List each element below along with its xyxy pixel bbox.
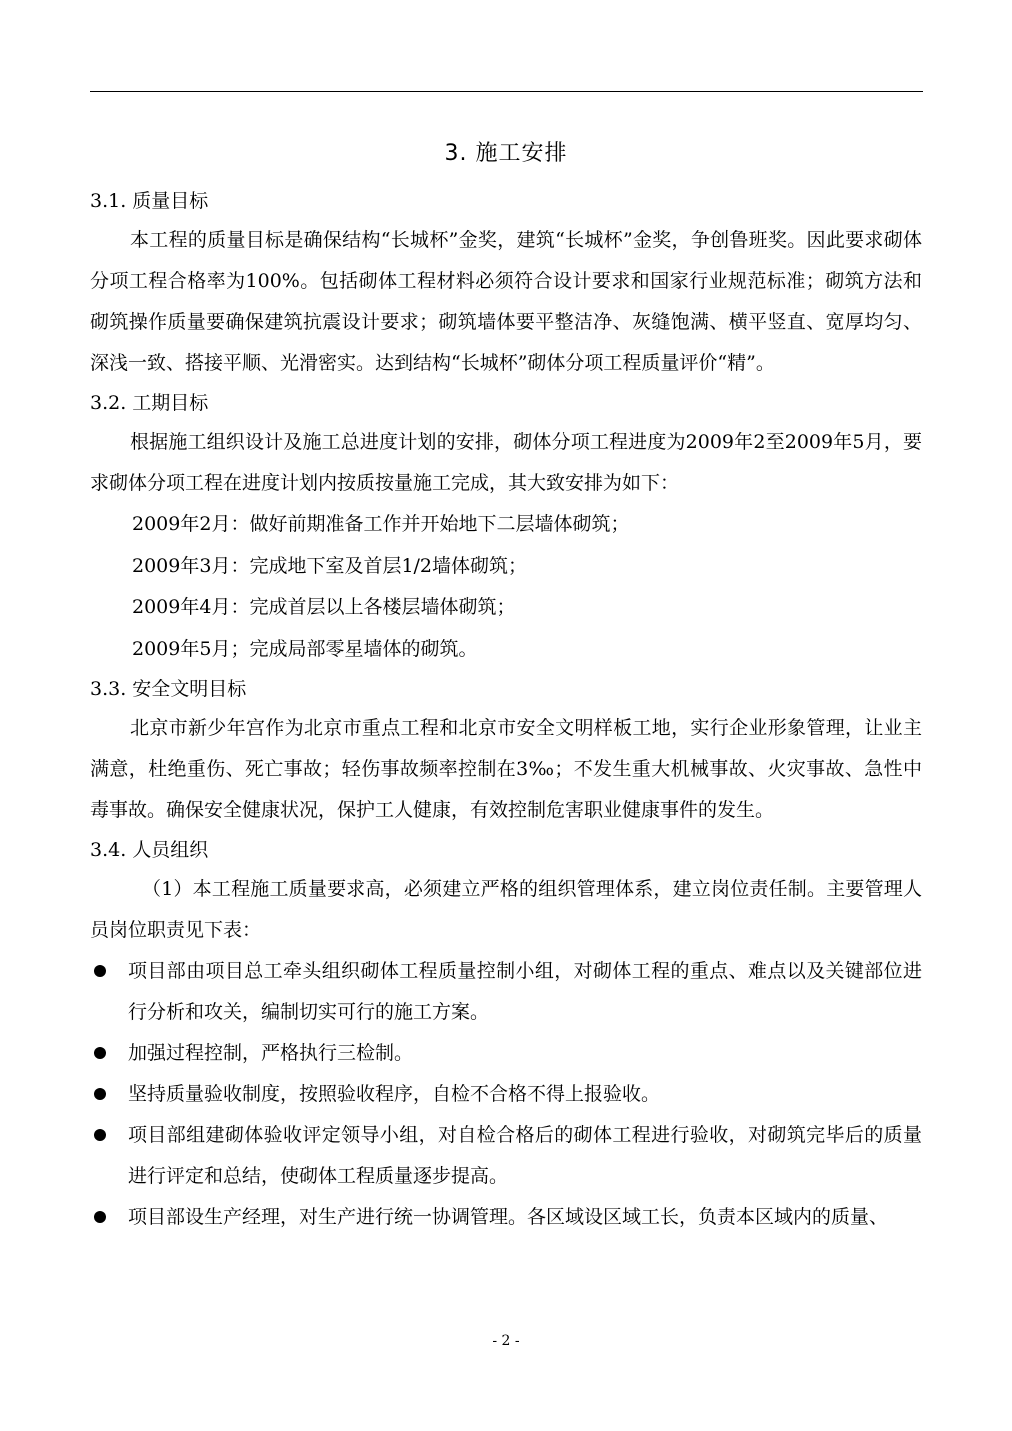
- section-heading-staffing: 3.4. 人员组织: [90, 839, 209, 861]
- bullet-icon: [94, 1211, 106, 1223]
- bullet-icon: [94, 1129, 106, 1141]
- section-heading-schedule: 3.2. 工期目标: [90, 392, 209, 414]
- schedule-item-mar: 2009年3月：完成地下室及首层1/2墙体砌筑；: [132, 554, 528, 577]
- page-title: 3. 施工安排: [444, 141, 568, 166]
- staffing-paragraph: （1）本工程施工质量要求高，必须建立严格的组织管理体系，建立岗位责任制。主要管理人员岗位职责见下表：: [90, 878, 922, 941]
- schedule-paragraph: 根据施工组织设计及施工总进度计划的安排，砌体分项工程进度为2009年2至2009年5月，要求砌体分项工程在进度计划内按质按量施工完成，其大致安排为如下：: [90, 431, 922, 494]
- schedule-item-apr: 2009年4月：完成首层以上各楼层墙体砌筑；: [132, 596, 516, 618]
- list-item-text: 项目部由项目总工牵头组织砌体工程质量控制小组，对砌体工程的重点、难点以及关键部位进行分析和攻关，编制切实可行的施工方案。: [128, 960, 922, 1023]
- document-body: [90, 182, 922, 1238]
- bullet-icon: [94, 965, 106, 977]
- bullet-icon: [94, 1047, 106, 1059]
- schedule-item-may: 2009年5月；完成局部零星墙体的砌筑。: [132, 637, 478, 660]
- page-number: - 2 -: [492, 1333, 520, 1349]
- list-item: [90, 1074, 922, 1115]
- list-item: [90, 951, 922, 1033]
- list-item-text: 项目部设生产经理，对生产进行统一协调管理。各区域设区域工长，负责本区域内的质量、: [128, 1206, 889, 1228]
- list-item: [90, 1197, 922, 1238]
- bullet-icon: [94, 1088, 106, 1100]
- list-item-text: 加强过程控制，严格执行三检制。: [128, 1042, 414, 1064]
- responsibility-list: [90, 951, 922, 1238]
- section-heading-quality: 3.1. 质量目标: [90, 190, 209, 212]
- schedule-item-feb: 2009年2月：做好前期准备工作并开始地下二层墙体砌筑；: [132, 513, 630, 535]
- list-item: [90, 1033, 922, 1074]
- list-item: [90, 1115, 922, 1197]
- header-rule: [90, 91, 923, 92]
- schedule-list: [90, 504, 922, 670]
- safety-paragraph: 北京市新少年宫作为北京市重点工程和北京市安全文明样板工地，实行企业形象管理，让业主满意，杜绝重伤、死亡事故；轻伤事故频率控制在3‰；不发生重大机械事故、火灾事故、急性中毒事故。确保安全健康状况，保护工人健康，有效控制危害职业健康事件的发生。: [90, 717, 922, 821]
- list-item-text: 坚持质量验收制度，按照验收程序，自检不合格不得上报验收。: [128, 1083, 661, 1105]
- section-heading-safety: 3.3. 安全文明目标: [90, 678, 247, 700]
- quality-paragraph: 本工程的质量目标是确保结构“长城杯”金奖，建筑“长城杯”金奖，争创鲁班奖。因此要求砌体分项工程合格率为100%。包括砌体工程材料必须符合设计要求和国家行业规范标准；砌筑方法和砌筑操作质量要确保建筑抗震设计要求；砌筑墙体要平整洁净、灰缝饱满、横平竖直、宽厚均匀、深浅一致、搭接平顺、光滑密实。达到结构“长城杯”砌体分项工程质量评价“精”。: [90, 229, 922, 374]
- list-item-text: 项目部组建砌体验收评定领导小组，对自检合格后的砌体工程进行验收，对砌筑完毕后的质量进行评定和总结，使砌体工程质量逐步提高。: [128, 1124, 922, 1187]
